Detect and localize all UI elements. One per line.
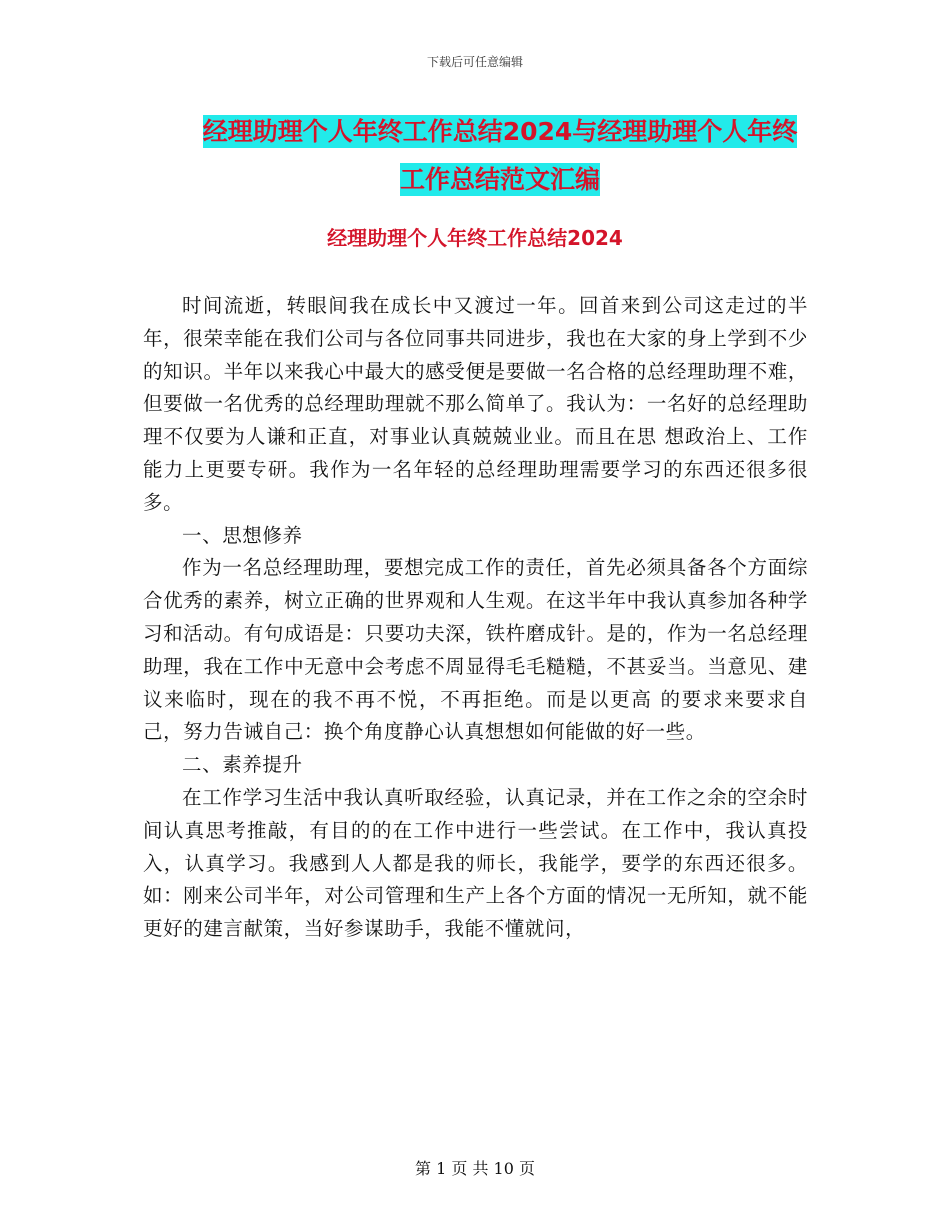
paragraph-thought: 作为一名总经理助理，要想完成工作的责任，首先必须具备各个方面综合优秀的素养，树立正确的世界观和人生观。在这半年中我认真参加各种学习和活动。有句成语是：只要功夫深，铁杵磨成针。是的，作为一名总经理助理，我在工作中无意中会考虑不周显得毛毛糙糙，不甚妥当。当意见、建议来临时，现在的我不再不悦，不再拒绝。而是以更高 的要求来要求自己，努力告诫自己：换个角度静心认真想想如何能做的好一些。 xyxy=(143,556,808,744)
document-title xyxy=(140,108,860,204)
page-footer: 第 1 页 共 10 页 xyxy=(415,1159,535,1178)
heading-thought: 一、思想修养 xyxy=(182,523,303,547)
document-title-line2: 工作总结范文汇编 xyxy=(399,165,600,194)
paragraph-quality: 在工作学习生活中我认真听取经验，认真记录，并在工作之余的空余时间认真思考推敲，有目的的在工作中进行一些尝试。在工作中，我认真投入，认真学习。我感到人人都是我的师长，我能学，要学的东西还很多。如：刚来公司半年，对公司管理和生产上各个方面的情况一无所知，就不能更好的建言献策，当好参谋助手，我能不懂就问， xyxy=(143,785,808,941)
document-title-line1: 经理助理个人年终工作总结2024与经理助理个人年终 xyxy=(202,117,798,146)
document-body xyxy=(143,290,808,946)
heading-quality: 二、素养提升 xyxy=(182,753,303,777)
header-note: 下载后可任意编辑 xyxy=(426,55,523,69)
section-title: 经理助理个人年终工作总结2024 xyxy=(327,226,623,250)
paragraph-intro: 时间流逝，转眼间我在成长中又渡过一年。回首来到公司这走过的半年，很荣幸能在我们公司与各位同事共同进步，我也在大家的身上学到不少的知识。半年以来我心中最大的感受便是要做一名合格的总经理助理不难，但要做一名优秀的总经理助理就不那么简单了。我认为：一名好的总经理助理不仅要为人谦和正直，对事业认真兢兢业业。而且在思 想政治上、工作能力上更要专研。我作为一名年轻的总经理助理需要学习的东西还很多很多。 xyxy=(143,294,808,514)
